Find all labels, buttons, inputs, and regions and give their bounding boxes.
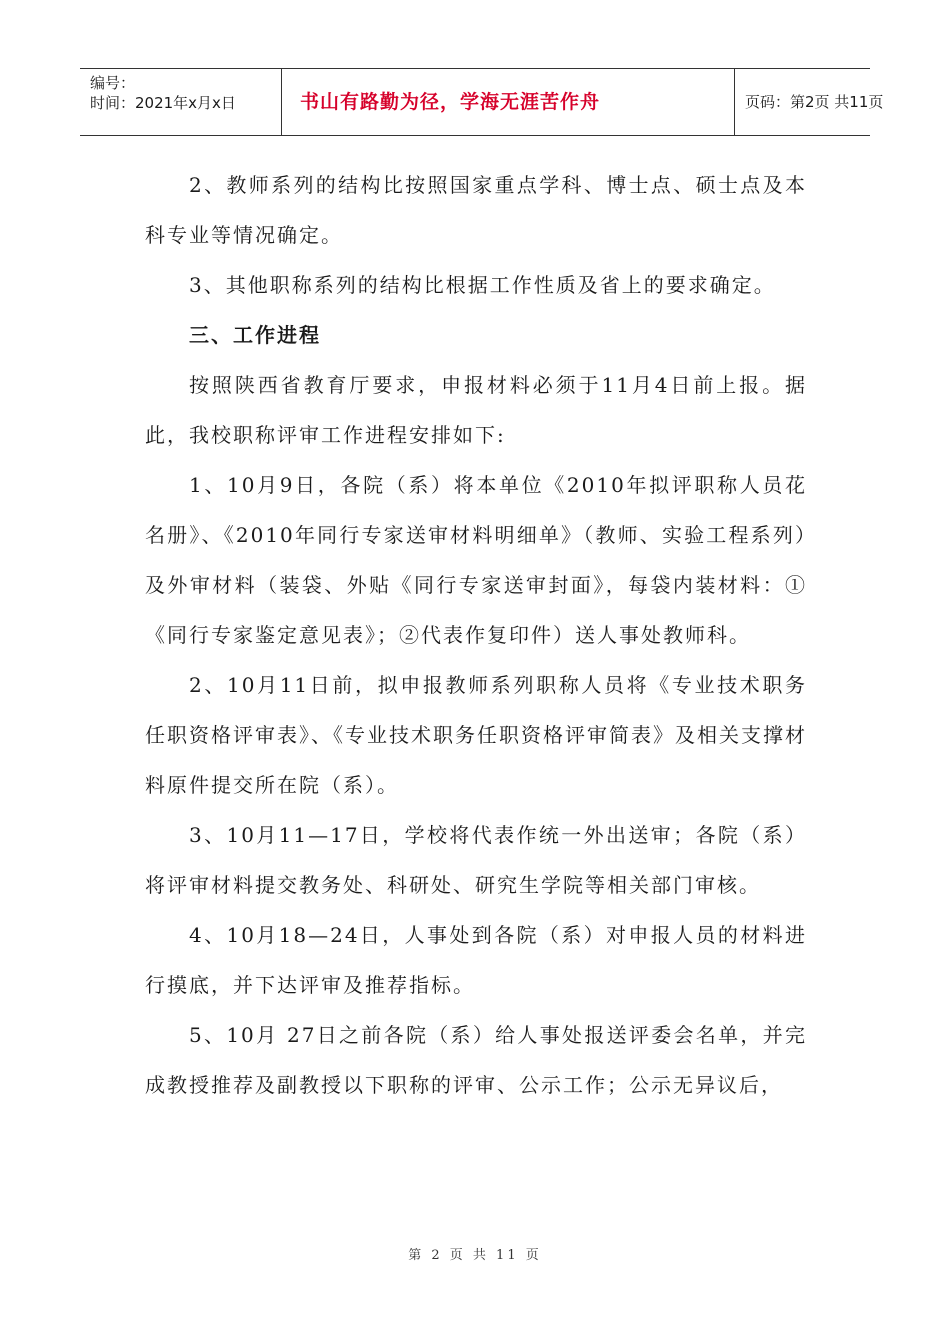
header-motto: 书山有路勤为径，学海无涯苦作舟 <box>282 69 735 135</box>
paragraph: 按照陕西省教育厅要求，申报材料必须于11月4日前上报。据此，我校职称评审工作进程安排如下: <box>145 373 807 447</box>
document-number-label: 编号： <box>90 74 136 92</box>
paragraph: 3、10月11—17日，学校将代表作统一外出送审；各院（系）将评审材料提交教务处、科研处、研究生学院等相关部门审核。 <box>145 823 807 897</box>
paragraph: 1、10月9日，各院（系）将本单位《2010年拟评职称人员花名册》、《2010年同行专家送审材料明细单》（教师、实验工程系列）及外审材料（装袋、外贴《同行专家送审封面》，每袋内装材料：①《同行专家鉴定意见表》；②代表作复印件）送人事处教师科。 <box>145 473 807 647</box>
header-meta-cell <box>80 69 282 135</box>
section-heading: 三、工作进程 <box>189 323 321 347</box>
document-body <box>145 160 807 1110</box>
paragraph: 2、教师系列的结构比按照国家重点学科、博士点、硕士点及本科专业等情况确定。 <box>145 173 807 247</box>
document-header <box>80 68 884 136</box>
document-time-label: 时间：2021年x月x日 <box>90 94 236 112</box>
paragraph: 4、10月18—24日，人事处到各院（系）对申报人员的材料进行摸底，并下达评审及推荐指标。 <box>145 923 807 997</box>
paragraph: 3、其他职称系列的结构比根据工作性质及省上的要求确定。 <box>189 273 776 297</box>
paragraph: 5、10月 27日之前各院（系）给人事处报送评委会名单，并完成教授推荐及副教授以下职称的评审、公示工作；公示无异议后， <box>145 1023 807 1097</box>
page-footer: 第 2 页 共 11 页 <box>408 1248 542 1263</box>
header-page-info: 页码：第2页 共11页 <box>745 93 884 111</box>
paragraph: 2、10月11日前，拟申报教师系列职称人员将《专业技术职务任职资格评审表》、《专业技术职务任职资格评审简表》及相关支撑材料原件提交所在院（系）。 <box>145 673 807 797</box>
